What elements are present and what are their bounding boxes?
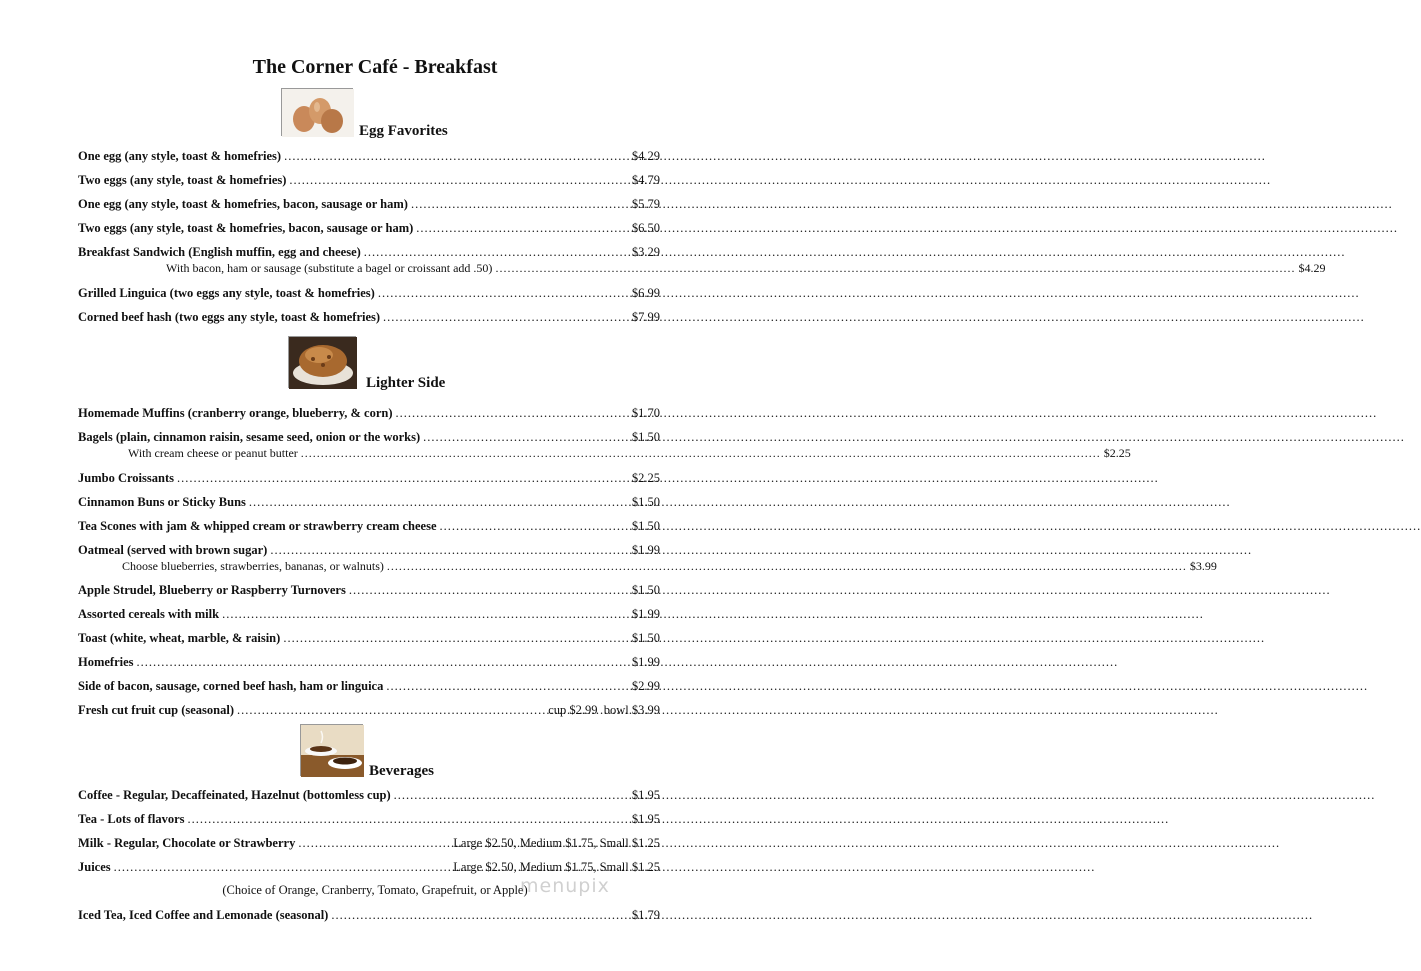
menu-item: Bagels (plain, cinnamon raisin, sesame seed, onion or the works) ..... $1.50 <box>78 429 660 445</box>
menu-subitem: Choose blueberries, strawberries, bananas, or walnuts) ........................................................................................................................................................................................................ $3.99 <box>122 559 1217 573</box>
menu-item: One egg (any style, toast & homefries, bacon, sausage or ham) ..... $5.79 <box>78 196 660 212</box>
menu-item: Corned beef hash (two eggs any style, toast & homefries) ..... $7.99 <box>78 309 660 325</box>
menu-subitem: With cream cheese or peanut butter ........................................................................................................................................................................................................ $2.25 <box>128 446 1131 460</box>
menu-item: Cinnamon Buns or Sticky Buns ..... $1.50 <box>78 494 660 510</box>
menu-item: Tea Scones with jam & whipped cream or strawberry cream cheese ..... $1.50 <box>78 518 660 534</box>
menu-item: Homemade Muffins (cranberry orange, blueberry, & corn) ..... $1.70 <box>78 405 660 421</box>
menu-item: Tea - Lots of flavors ..... $1.95 <box>78 811 660 827</box>
page-title: The Corner Café - Breakfast <box>252 56 498 78</box>
menu-subitem: With bacon, ham or sausage (substitute a bagel or croissant add .50) ........................................................................................................................................................................................................ $4.29 <box>166 261 1326 275</box>
coffee-image <box>300 724 363 776</box>
section-title-lighter-side: Lighter Side <box>366 375 446 391</box>
menu-item: Milk - Regular, Chocolate or Strawberry ..... Large $2.50, Medium $1.75, Small $1.25 <box>78 835 660 851</box>
menu-item: Jumbo Croissants ..... $2.25 <box>78 470 660 486</box>
menu-item: Coffee - Regular, Decaffeinated, Hazelnut (bottomless cup) ..... $1.95 <box>78 787 660 803</box>
menu-item: One egg (any style, toast & homefries) ..... $4.29 <box>78 148 660 164</box>
section-header-egg-favorites <box>281 88 448 139</box>
watermark: menupix <box>520 875 610 897</box>
menu-item: Grilled Linguica (two eggs any style, toast & homefries) ..... $6.99 <box>78 285 660 301</box>
section-title-egg-favorites: Egg Favorites <box>359 123 448 139</box>
menu-item: Apple Strudel, Blueberry or Raspberry Turnovers ..... $1.50 <box>78 582 660 598</box>
menu-item: Oatmeal (served with brown sugar) ..... $1.99 <box>78 542 660 558</box>
menu-item: Assorted cereals with milk ..... $1.99 <box>78 606 660 622</box>
section-title-beverages: Beverages <box>369 763 434 779</box>
section-header-beverages <box>300 724 434 779</box>
eggs-image <box>281 88 353 136</box>
juice-choice-note: (Choice of Orange, Cranberry, Tomato, Grapefruit, or Apple) <box>222 883 528 897</box>
menu-item: Side of bacon, sausage, corned beef hash, ham or linguica ..... $2.99 <box>78 678 660 694</box>
menu-item: Fresh cut fruit cup (seasonal) ..... cup $2.99 bowl $3.99 <box>78 702 660 718</box>
muffin-image <box>288 336 356 388</box>
section-header-lighter-side <box>288 336 446 391</box>
menu-item: Iced Tea, Iced Coffee and Lemonade (seasonal) ..... $1.79 <box>78 907 660 923</box>
menu-item: Two eggs (any style, toast & homefries) ..... $4.79 <box>78 172 660 188</box>
menu-item: Homefries ..... $1.99 <box>78 654 660 670</box>
menu-item: Breakfast Sandwich (English muffin, egg and cheese) ..... $3.29 <box>78 244 660 260</box>
menu-item: Two eggs (any style, toast & homefries, bacon, sausage or ham) ..... $6.50 <box>78 220 660 236</box>
menu-item: Toast (white, wheat, marble, & raisin) ..... $1.50 <box>78 630 660 646</box>
menu-item: Juices ..... Large $2.50, Medium $1.75, Small $1.25 <box>78 859 660 875</box>
